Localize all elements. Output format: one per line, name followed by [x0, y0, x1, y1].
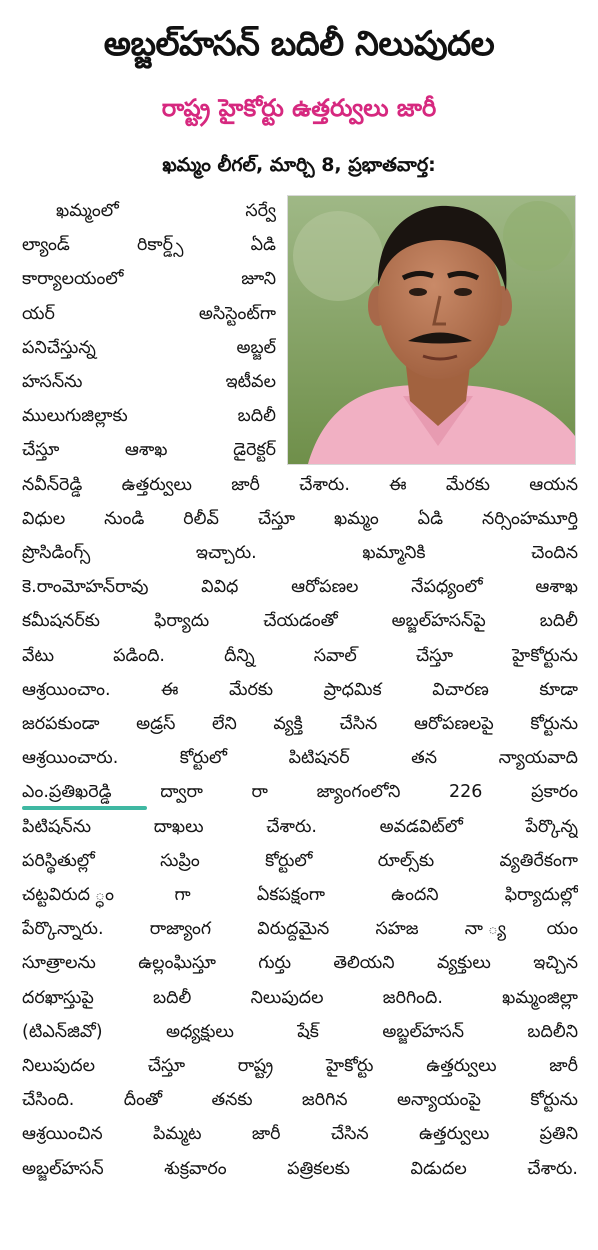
article-line: ఆశ్రయించారు. కోర్టులో పిటిషనర్ తన న్యాయవాది — [22, 748, 578, 769]
article-line: హసన్‌ను ఇటీవల — [22, 372, 276, 392]
article-line: పరిస్థితుల్లో సుప్రిం కోర్టులో రూల్స్‌కు వ్యతిరేకంగా — [22, 850, 578, 871]
article-line: కమీషనర్‌కు ఫిర్యాదు చేయడంతో అబ్జల్‌హసన్‌పై బదిలీ — [22, 611, 578, 632]
article-line: జరపకుండా అడ్రస్ లేని వ్యక్తి చేసిన ఆరోపణలపై కోర్టును — [22, 714, 578, 734]
article-line: చట్టవిరుద ్ధంగా ఏకపక్షంగా ఉందని ఫిర్యాదుల్లో — [22, 885, 578, 905]
article-line: (టిఎన్‌జివో) అధ్యక్షులు షేక్ అబ్జల్‌హసన్ బదిలీని — [22, 1021, 578, 1042]
article-line: పనిచేస్తున్న అబ్జల్ — [22, 337, 276, 358]
article-line: యర్ అసిస్టెంట్‌గా — [22, 303, 276, 324]
article-line: ల్యాండ్ రికార్డ్స్ ఏడి — [22, 235, 276, 256]
article-line: ఎం.ప్రతిఖరెడ్డి ద్వారా రా జ్యాంగంలోని 226 ప్రకారం — [22, 782, 578, 803]
article-line: ప్రొసిడింగ్స్ ఇచ్చారు. ఖమ్మానికి చెందిన — [22, 543, 578, 563]
article-line: పిటిషన్‌ను దాఖలు చేశారు. అవడవిట్‌లో పేర్కొన్న — [22, 816, 578, 837]
article-subheadline: రాష్ట్ర హైకోర్టు ఉత్తర్వులు జారీ — [161, 94, 437, 122]
article-line: పేర్కొన్నారు. రాజ్యాంగ విరుద్దమైన సహజ నా ్యయం — [22, 919, 578, 940]
article-dateline: ఖమ్మం లీగల్, మార్చి 8, ప్రభాతవార్త: — [162, 154, 436, 176]
article-line: కె.రాంమోహన్‌రావు వివిధ ఆరోపణల నేపధ్యంలో ఆశాఖ — [22, 577, 578, 598]
article-line: దరఖాస్తుపై బదిలీ నిలుపుదల జరిగింది. ఖమ్మంజిల్లా — [22, 987, 578, 1008]
article-line: ఆశ్రయించిన పిమ్మట జారీ చేసిన ఉత్తర్వులు ప్రతిని — [22, 1124, 578, 1145]
article-line: ఆశ్రయించాం. ఈ మేరకు ప్రాధమిక విచారణ కూడా — [22, 679, 578, 700]
article-line: చేసింది. దీంతో తనకు జరిగిన అన్యాయంపై కోర్టును — [22, 1090, 578, 1111]
article-line: కార్యాలయంలో జూని — [22, 269, 276, 290]
article-line: చేస్తూ ఆశాఖ డైరెక్టర్ — [22, 440, 276, 461]
article-line: అబ్జల్‌హసన్ శుక్రవారం పత్రికలకు విడుదల చేశారు. — [22, 1158, 578, 1179]
article-line: వేటు పడింది. దీన్ని సవాల్ చేస్తూ హైకోర్టును — [22, 645, 578, 666]
article-line: ములుగుజిల్లాకు బదిలీ — [22, 406, 276, 427]
article-line: నవీన్‌రెడ్డి ఉత్తర్వులు జారీ చేశారు. ఈ మేరకు ఆయన — [22, 474, 578, 495]
highlight-underline — [22, 806, 147, 810]
article-line: విధుల నుండి రిలీవ్ చేస్తూ ఖమ్మం ఏడి నర్సింహమూర్తి — [22, 508, 578, 529]
article-line: ఖమ్మంలో సర్వే — [56, 201, 276, 221]
article-line: నిలుపుదల చేస్తూ రాష్ట్ర హైకోర్టు ఉత్తర్వులు జారీ — [22, 1056, 578, 1076]
article-headline: అబ్జల్‌హసన్ బదిలీ నిలుపుదల — [103, 24, 495, 64]
article-line: సూత్రాలను ఉల్లంఘిస్తూ గుర్తు తెలియని వ్యక్తులు ఇచ్చిన — [22, 953, 578, 974]
